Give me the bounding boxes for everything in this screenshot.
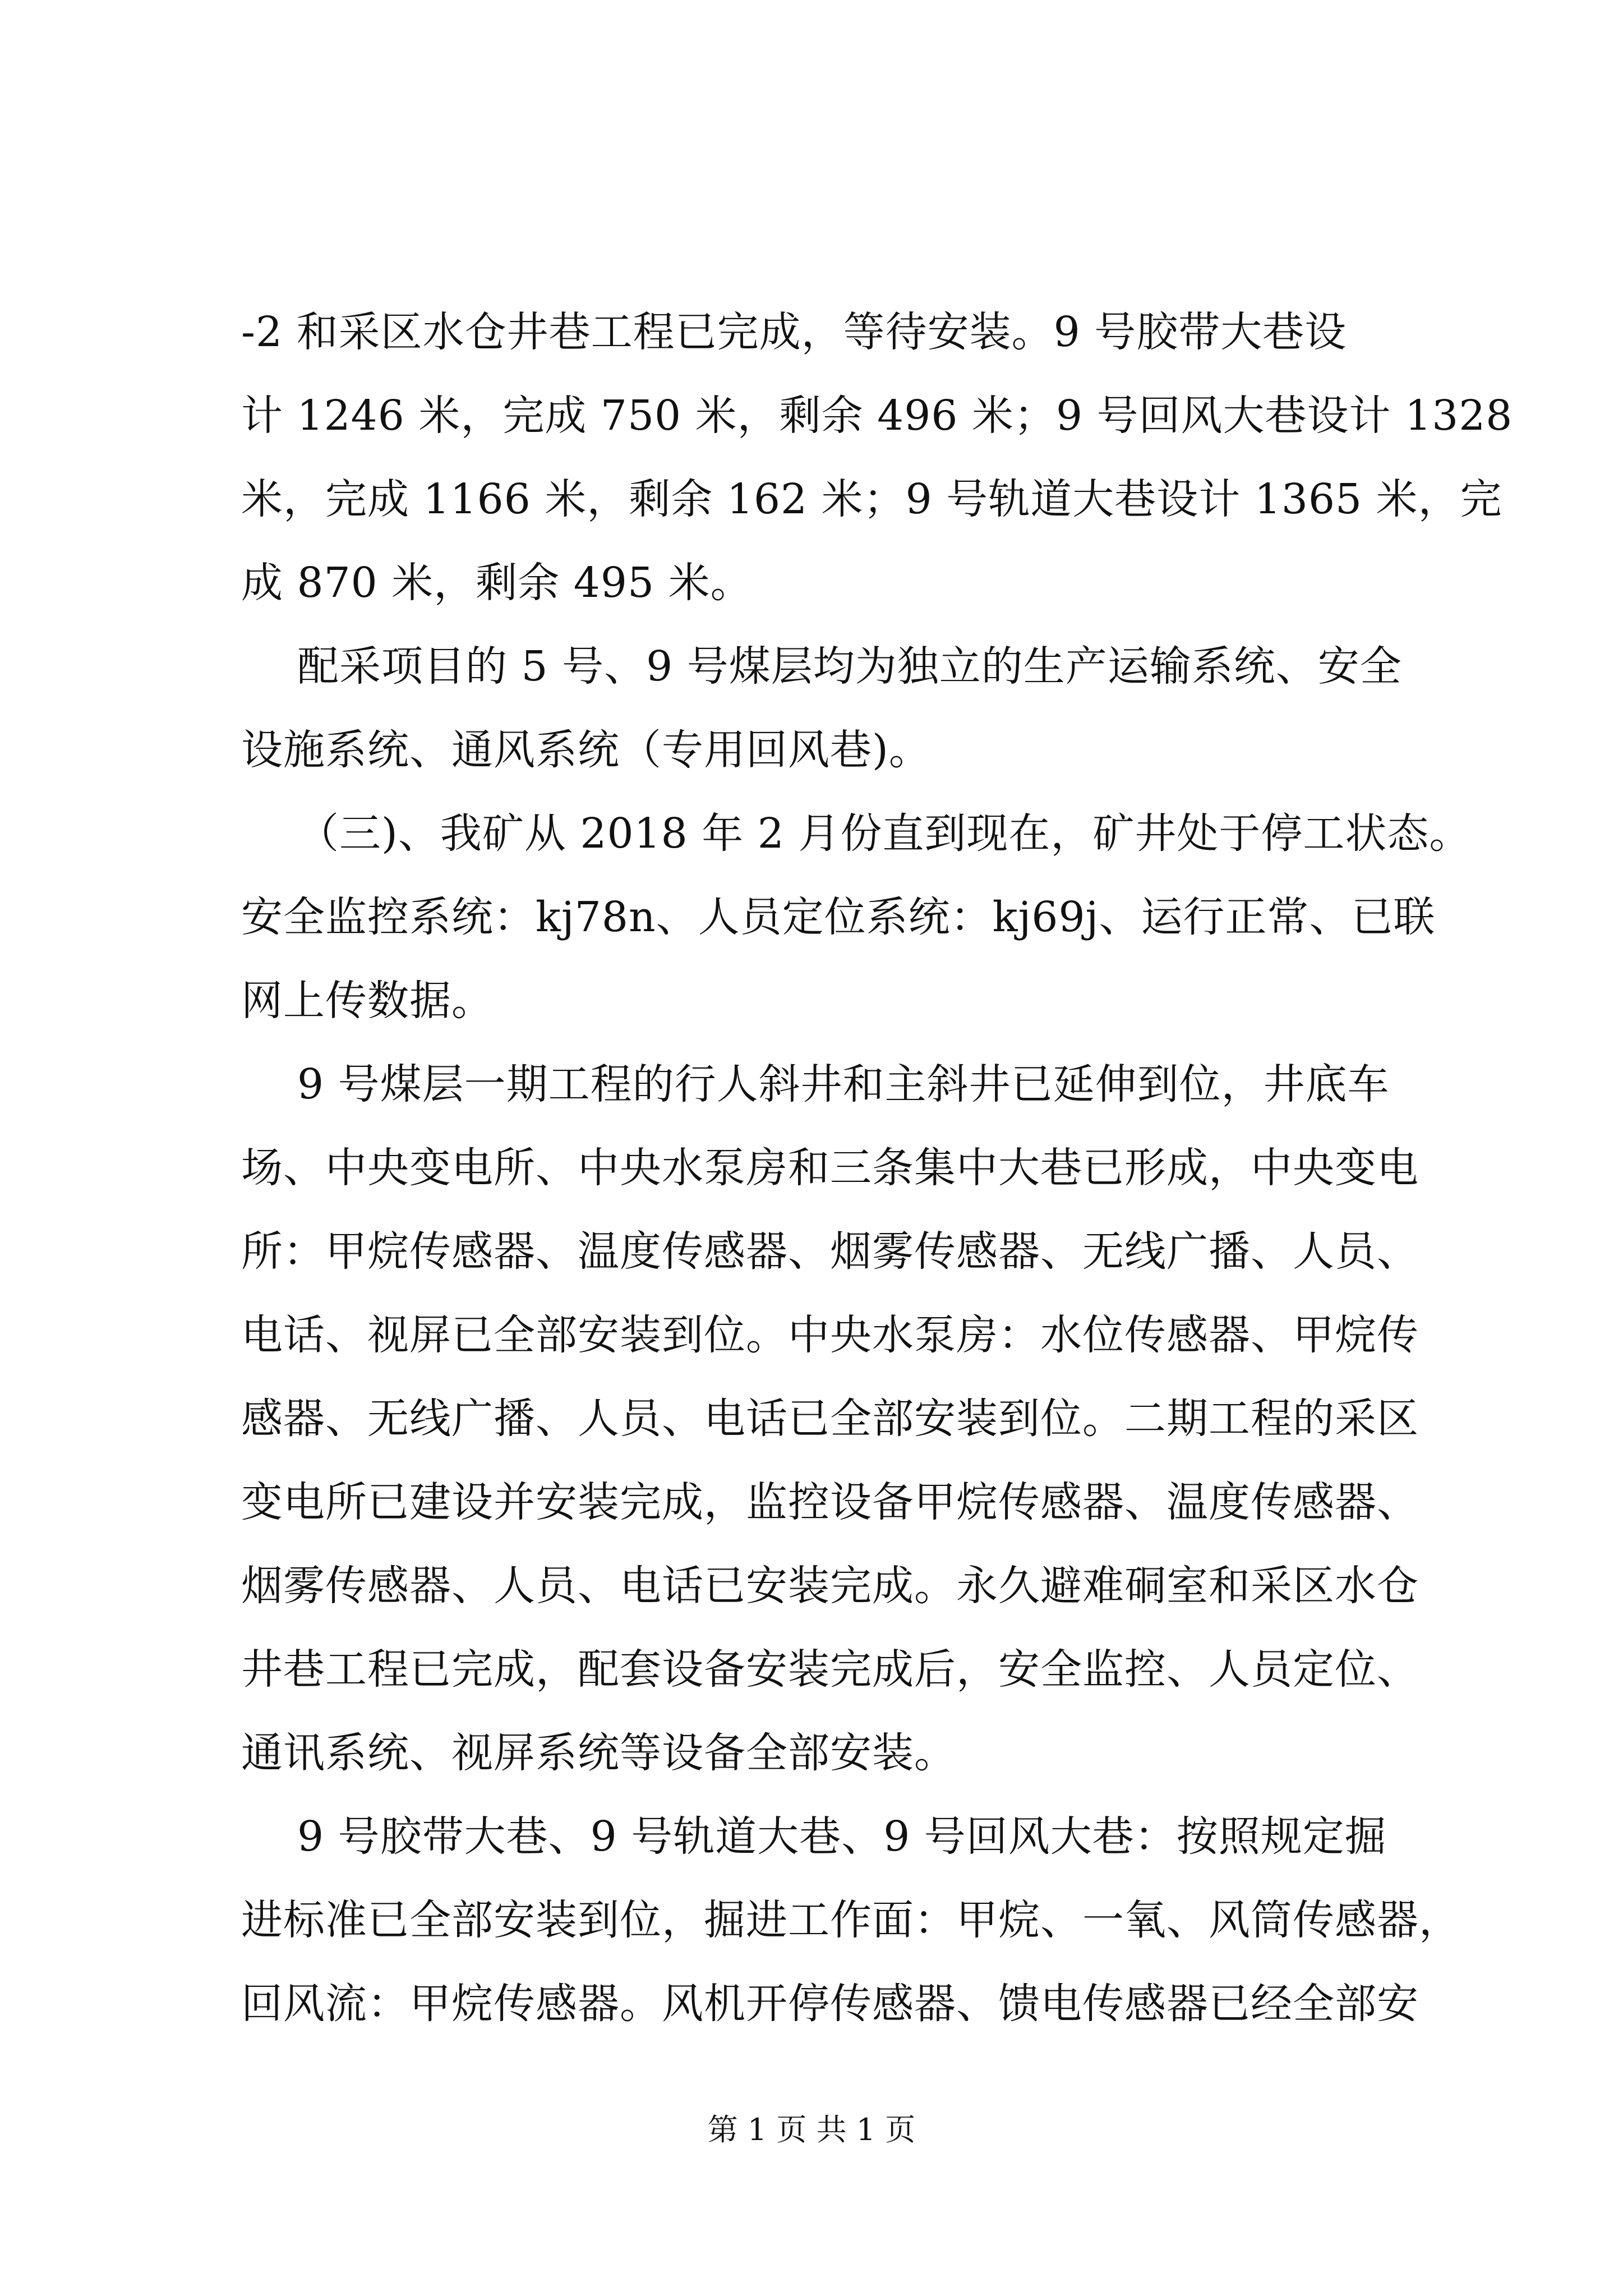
text-line: 变电所已建设并安装完成，监控设备甲烷传感器、温度传感器、 [241,1478,1419,1526]
text-line: 井巷工程已完成，配套设备安装完成后，安全监控、人员定位、 [241,1645,1419,1694]
text-line: 米，完成 1166 米，剩余 162 米；9 号轨道大巷设计 1365 米，完 [241,475,1502,523]
text-line: 配采项目的 5 号、9 号煤层均为独立的生产运输系统、安全 [297,642,1402,691]
page-number-label: 第 1 页 共 1 页 [707,2112,916,2147]
text-line: 烟雾传感器、人员、电话已安装完成。永久避难硐室和采区水仓 [241,1562,1419,1610]
paragraph-5 [241,1795,1461,2046]
paragraph-4 [241,1043,1453,1795]
text-line: 感器、无线广播、人员、电话已全部安装到位。二期工程的采区 [241,1395,1419,1443]
text-line: -2 和采区水仓井巷工程已完成，等待安装。9 号胶带大巷设 [241,308,1347,356]
text-line: 9 号胶带大巷、9 号轨道大巷、9 号回风大巷：按照规定掘 [297,1812,1387,1861]
text-line: 通讯系统、视屏系统等设备全部安装。 [241,1729,956,1777]
text-line: 场、中央变电所、中央水泵房和三条集中大巷已形成，中央变电 [241,1144,1419,1192]
text-line: 进标准已全部安装到位，掘进工作面：甲烷、一氧、风筒传感器， [241,1896,1461,1944]
paragraph-1 [241,291,1513,625]
text-line: （三)、我矿从 2018 年 2 月份直到现在，矿井处于停工状态。 [297,809,1472,858]
text-line: 成 870 米，剩余 495 米。 [241,559,753,607]
document-body [241,291,1513,2046]
text-line: 电话、视屏已全部安装到位。中央水泵房：水位传感器、甲烷传 [241,1311,1419,1359]
text-line: 回风流：甲烷传感器。风机开停传感器、馈电传感器已经全部安 [241,1980,1419,2028]
text-line: 设施系统、通风系统（专用回风巷)。 [241,726,931,774]
text-line: 计 1246 米，完成 750 米，剩余 496 米；9 号回风大巷设计 1328 [241,392,1513,440]
paragraph-2 [241,625,1453,792]
paragraph-3 [241,792,1472,1043]
page-footer [0,2110,1623,2150]
text-line: 9 号煤层一期工程的行人斜井和主斜井已延伸到位，井底车 [297,1060,1390,1108]
text-line: 所：甲烷传感器、温度传感器、烟雾传感器、无线广播、人员、 [241,1227,1419,1276]
text-line: 安全监控系统：kj78n、人员定位系统：kj69j、运行正常、已联 [241,893,1436,941]
text-line: 网上传数据。 [241,977,494,1025]
